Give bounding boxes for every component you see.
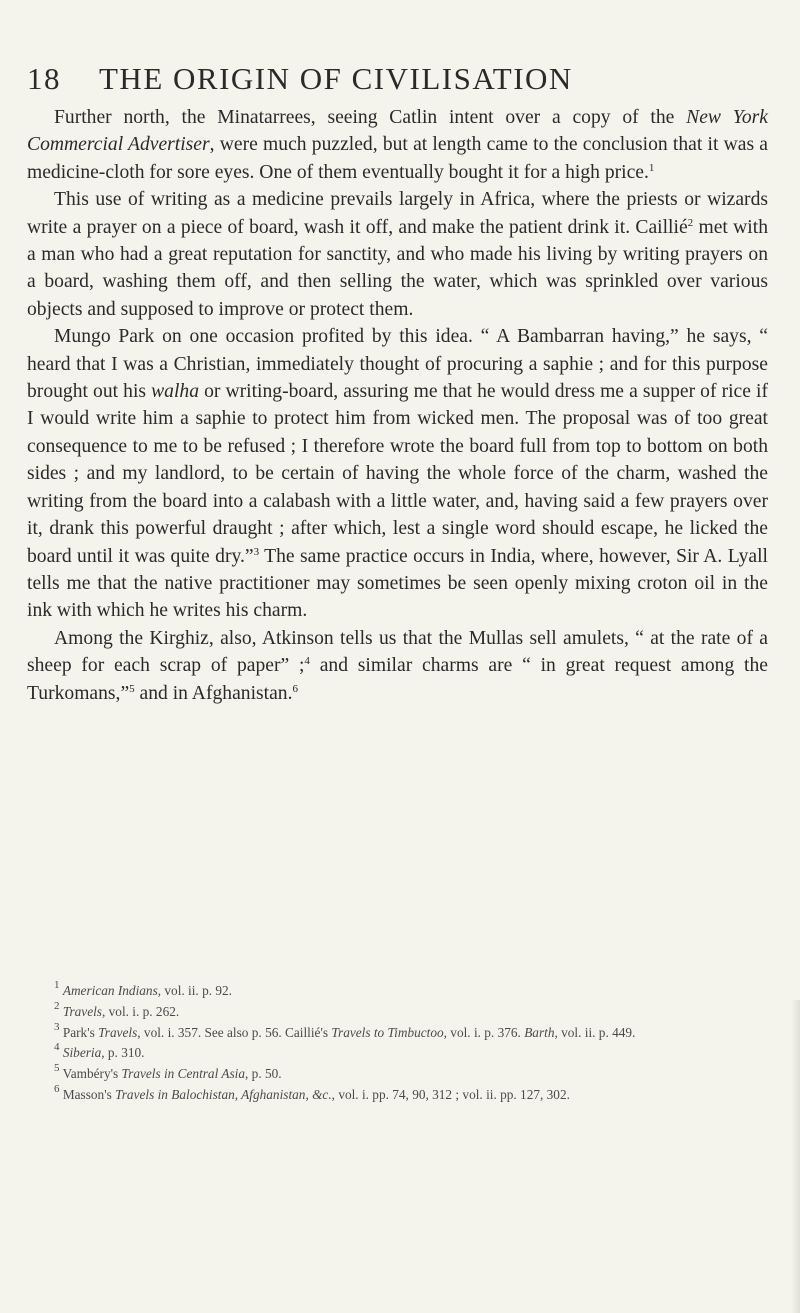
newspaper-title: New York Commercial Advertiser — [27, 107, 768, 156]
running-title: THE ORIGIN OF CIVILISATION — [99, 61, 573, 96]
footnote-ref: 6 — [292, 682, 298, 695]
paragraph: Mungo Park on one occasion profited by this idea. “ A Bambarran having,” he says, “ heard that I was a Christian, immediately thought of procuring a saphie ; and for this purpose brought out his walha or writing-board, assuring me that he would dress me a supper of rice if I would write him a saphie to protect him from wicked men. The proposal was of too great consequence to me to be refused ; I therefore wrote the board full from top to bottom on both sides ; and my landlord, to be certain of having the whole force of the charm, washed the writing from the board into a calabash with a little water, and, having said a few prayers over it, drank this powerful draught ; after which, lest a single word should escape, he licked the board until it was quite dry.”$^3$ The same practice occurs in India, where, however, Sir A. Lyall tells me that the native practitioner may sometimes be seen openly mixing croton oil in the ink with which he writes his charm. — [27, 326, 768, 622]
italic-term: walha — [151, 381, 200, 403]
footnote: $^6$ Masson's Travels in Balochistan, Afghanistan, &c., vol. i. pp. 74, 90, 312 ; vol. ii. pp. 127, 302. — [54, 1082, 570, 1102]
page-edge-shadow — [791, 1000, 800, 1313]
page-number: 18 — [27, 61, 61, 96]
footnote: $^3$ Park's Travels, vol. i. 357. See also p. 56. Caillié's Travels to Timbuctoo, vol. i. p. 376. Barth, vol. ii. p. 449. — [54, 1020, 636, 1040]
footnote-ref: 3 — [253, 545, 260, 558]
footnote: $^1$ American Indians, vol. ii. p. 92. — [54, 979, 232, 998]
running-header — [27, 62, 767, 96]
footnote: $^2$ Travels, vol. i. p. 262. — [54, 999, 180, 1019]
paragraph: Further north, the Minatarrees, seeing Catlin intent over a copy of the New York Commercial Advertiser, were much puzzled, but at length came to the conclusion that it was a medicine-cloth for sore eyes. One of them eventually bought it for a high price.$^1$ — [27, 107, 768, 183]
footnote: $^5$ Vambéry's Travels in Central Asia, p. 50. — [54, 1062, 282, 1082]
footnote-ref: 4 — [304, 655, 310, 668]
body-text — [27, 104, 768, 707]
footnotes — [27, 981, 768, 1106]
footnote-ref: 2 — [687, 216, 694, 229]
paragraph: This use of writing as a medicine prevails largely in Africa, where the priests or wizards write a prayer on a piece of board, wash it off, and make the patient drink it. Caillié$^2$ met with a man who had a great reputation for sanctity, and who made his living by writing prayers on a board, washing them off, and then selling the water, which was sprinkled over various objects and supposed to improve or protect them. — [27, 189, 768, 320]
footnote: $^4$ Siberia, p. 310. — [54, 1041, 145, 1061]
footnote-ref: 1 — [648, 161, 655, 174]
paragraph: Among the Kirghiz, also, Atkinson tells us that the Mullas sell amulets, “ at the rate of a sheep for each scrap of paper” ;$^4$ and similar charms are “ in great request among the Turkomans,”$^5$ and in Afghanistan.$^6$ — [27, 627, 768, 704]
footnote-ref: 5 — [129, 682, 135, 695]
